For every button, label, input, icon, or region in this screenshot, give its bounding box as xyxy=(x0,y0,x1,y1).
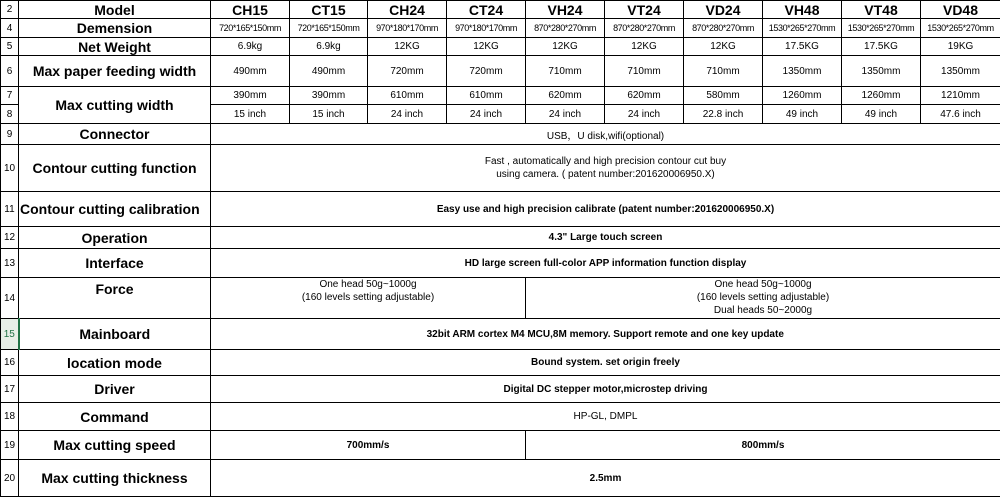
cut-width-inch-cell[interactable]: 24 inch xyxy=(605,105,684,124)
weight-cell[interactable]: 12KG xyxy=(368,38,447,56)
row-number[interactable]: 5 xyxy=(1,38,19,56)
feed-width-cell[interactable]: 490mm xyxy=(211,56,290,87)
model-cell[interactable]: CH24 xyxy=(368,1,447,19)
dimension-cell[interactable]: 1530*265*270mm xyxy=(842,19,921,38)
row-net-weight xyxy=(1,38,1000,56)
row-number[interactable]: 16 xyxy=(1,350,19,376)
row-contour-cal xyxy=(1,192,1000,227)
row-number[interactable]: 8 xyxy=(1,105,19,124)
dimension-cell[interactable]: 1530*265*270mm xyxy=(921,19,1000,38)
feed-width-cell[interactable]: 1350mm xyxy=(921,56,1000,87)
row-model xyxy=(1,1,1000,19)
cut-width-inch-cell[interactable]: 49 inch xyxy=(842,105,921,124)
mainboard-value[interactable]: 32bit ARM cortex M4 MCU,8M memory. Support remote and one key update xyxy=(211,319,1000,350)
cut-width-inch-cell[interactable]: 15 inch xyxy=(211,105,290,124)
cut-width-mm-cell[interactable]: 610mm xyxy=(447,87,526,105)
row-number[interactable]: 6 xyxy=(1,56,19,87)
label-mainboard[interactable]: Mainboard xyxy=(19,319,211,350)
label-dimension[interactable]: Demension xyxy=(19,19,211,38)
feed-width-cell[interactable]: 1350mm xyxy=(763,56,842,87)
row-connector xyxy=(1,124,1000,145)
feed-width-cell[interactable]: 710mm xyxy=(605,56,684,87)
label-force[interactable]: Force xyxy=(19,278,211,319)
row-interface xyxy=(1,249,1000,278)
thickness-value[interactable]: 2.5mm xyxy=(211,460,1000,497)
model-cell[interactable]: VT48 xyxy=(842,1,921,19)
dimension-cell[interactable]: 970*180*170mm xyxy=(447,19,526,38)
label-max-thickness[interactable]: Max cutting thickness xyxy=(19,460,211,497)
force-left-line-1: One head 50g~1000g xyxy=(319,279,417,290)
label-command[interactable]: Command xyxy=(19,403,211,431)
row-dimension xyxy=(1,19,1000,38)
cut-width-inch-cell[interactable]: 24 inch xyxy=(526,105,605,124)
row-number[interactable]: 2 xyxy=(1,1,19,19)
model-cell[interactable]: CT15 xyxy=(290,1,368,19)
row-number[interactable]: 19 xyxy=(1,431,19,460)
cut-width-mm-cell[interactable]: 1210mm xyxy=(921,87,1000,105)
weight-cell[interactable]: 17.5KG xyxy=(763,38,842,56)
model-cell[interactable]: VD48 xyxy=(921,1,1000,19)
dimension-cell[interactable]: 720*165*150mm xyxy=(290,19,368,38)
row-force xyxy=(1,278,1000,319)
force-right-line-1: One head 50g~1000g xyxy=(714,279,812,290)
cut-width-mm-cell[interactable]: 390mm xyxy=(290,87,368,105)
weight-cell[interactable]: 12KG xyxy=(526,38,605,56)
row-number[interactable]: 13 xyxy=(1,249,19,278)
connector-value[interactable]: USB，U disk,wifi(optional) xyxy=(211,124,1000,145)
row-number[interactable]: 12 xyxy=(1,227,19,249)
dimension-cell[interactable]: 870*280*270mm xyxy=(526,19,605,38)
force-left-line-2: (160 levels setting adjustable) xyxy=(301,292,435,303)
feed-width-cell[interactable]: 710mm xyxy=(684,56,763,87)
row-max-speed xyxy=(1,431,1000,460)
weight-cell[interactable]: 6.9kg xyxy=(211,38,290,56)
contour-cut-value[interactable] xyxy=(211,145,1000,192)
row-number-selected[interactable]: 15 xyxy=(1,319,19,350)
driver-value[interactable]: Digital DC stepper motor,microstep driving xyxy=(211,376,1000,403)
cut-width-inch-cell[interactable]: 22.8 inch xyxy=(684,105,763,124)
feed-width-cell[interactable]: 490mm xyxy=(290,56,368,87)
model-cell[interactable]: VD24 xyxy=(684,1,763,19)
row-max-cut-width xyxy=(1,87,1000,105)
dimension-cell[interactable]: 1530*265*270mm xyxy=(763,19,842,38)
row-operation xyxy=(1,227,1000,249)
weight-cell[interactable]: 12KG xyxy=(447,38,526,56)
cut-width-inch-cell[interactable]: 24 inch xyxy=(368,105,447,124)
row-number[interactable]: 9 xyxy=(1,124,19,145)
weight-cell[interactable]: 19KG xyxy=(921,38,1000,56)
cut-width-mm-cell[interactable]: 390mm xyxy=(211,87,290,105)
feed-width-cell[interactable]: 1350mm xyxy=(842,56,921,87)
row-number[interactable]: 10 xyxy=(1,145,19,192)
weight-cell[interactable]: 12KG xyxy=(684,38,763,56)
label-contour-cal[interactable]: Contour cutting calibration xyxy=(19,192,211,227)
speed-value-left[interactable]: 700mm/s xyxy=(211,431,526,460)
label-location[interactable]: location mode xyxy=(19,350,211,376)
command-value[interactable]: HP-GL, DMPL xyxy=(211,403,1000,431)
row-number[interactable]: 20 xyxy=(1,460,19,497)
weight-cell[interactable]: 17.5KG xyxy=(842,38,921,56)
force-right-line-2: (160 levels setting adjustable) xyxy=(696,292,830,303)
feed-width-cell[interactable]: 720mm xyxy=(368,56,447,87)
label-connector[interactable]: Connector xyxy=(19,124,211,145)
label-max-cut-width[interactable]: Max cutting width xyxy=(19,87,211,124)
row-number[interactable]: 17 xyxy=(1,376,19,403)
speed-value-right[interactable]: 800mm/s xyxy=(526,431,1000,460)
feed-width-cell[interactable]: 720mm xyxy=(447,56,526,87)
row-contour-cut xyxy=(1,145,1000,192)
row-max-thickness xyxy=(1,460,1000,497)
row-driver xyxy=(1,376,1000,403)
dimension-cell[interactable]: 870*280*270mm xyxy=(605,19,684,38)
row-number[interactable]: 4 xyxy=(1,19,19,38)
model-cell[interactable]: CH15 xyxy=(211,1,290,19)
dimension-cell[interactable]: 720*165*150mm xyxy=(211,19,290,38)
label-model[interactable]: Model xyxy=(19,1,211,19)
weight-cell[interactable]: 6.9kg xyxy=(290,38,368,56)
model-cell[interactable]: VT24 xyxy=(605,1,684,19)
feed-width-cell[interactable]: 710mm xyxy=(526,56,605,87)
dimension-cell[interactable]: 870*280*270mm xyxy=(684,19,763,38)
operation-value[interactable]: 4.3" Large touch screen xyxy=(211,227,1000,249)
model-cell[interactable]: VH24 xyxy=(526,1,605,19)
cut-width-mm-cell[interactable]: 620mm xyxy=(526,87,605,105)
force-value-left[interactable] xyxy=(211,278,526,319)
label-interface[interactable]: Interface xyxy=(19,249,211,278)
force-value-right[interactable] xyxy=(526,278,1000,319)
model-cell[interactable]: VH48 xyxy=(763,1,842,19)
cut-width-inch-cell[interactable]: 24 inch xyxy=(447,105,526,124)
label-operation[interactable]: Operation xyxy=(19,227,211,249)
contour-cut-line-1: Fast , automatically and high precision contour cut buy xyxy=(484,156,727,167)
label-contour-cut[interactable]: Contour cutting function xyxy=(19,145,211,192)
row-number[interactable]: 18 xyxy=(1,403,19,431)
dimension-cell[interactable]: 970*180*170mm xyxy=(368,19,447,38)
cut-width-mm-cell[interactable]: 1260mm xyxy=(842,87,921,105)
location-value[interactable]: Bound system. set origin freely xyxy=(211,350,1000,376)
cut-width-mm-cell[interactable]: 620mm xyxy=(605,87,684,105)
label-max-feed[interactable]: Max paper feeding width xyxy=(19,56,211,87)
row-number[interactable]: 11 xyxy=(1,192,19,227)
row-number[interactable]: 7 xyxy=(1,87,19,105)
cut-width-mm-cell[interactable]: 610mm xyxy=(368,87,447,105)
label-net-weight[interactable]: Net Weight xyxy=(19,38,211,56)
row-command xyxy=(1,403,1000,431)
interface-value[interactable]: HD large screen full-color APP information function display xyxy=(211,249,1000,278)
cut-width-inch-cell[interactable]: 15 inch xyxy=(290,105,368,124)
cut-width-inch-cell[interactable]: 49 inch xyxy=(763,105,842,124)
row-mainboard xyxy=(1,319,1000,350)
label-max-speed[interactable]: Max cutting speed xyxy=(19,431,211,460)
force-right-line-3: Dual heads 50~2000g xyxy=(713,305,813,316)
contour-cut-line-2: using camera. ( patent number:201620006950.X) xyxy=(496,169,715,180)
model-cell[interactable]: CT24 xyxy=(447,1,526,19)
label-driver[interactable]: Driver xyxy=(19,376,211,403)
contour-cal-value[interactable]: Easy use and high precision calibrate (patent number:201620006950.X) xyxy=(211,192,1000,227)
cut-width-inch-cell[interactable]: 47.6 inch xyxy=(921,105,1000,124)
weight-cell[interactable]: 12KG xyxy=(605,38,684,56)
cut-width-mm-cell[interactable]: 1260mm xyxy=(763,87,842,105)
row-number[interactable]: 14 xyxy=(1,278,19,319)
row-location xyxy=(1,350,1000,376)
cut-width-mm-cell[interactable]: 580mm xyxy=(684,87,763,105)
row-max-feed xyxy=(1,56,1000,87)
